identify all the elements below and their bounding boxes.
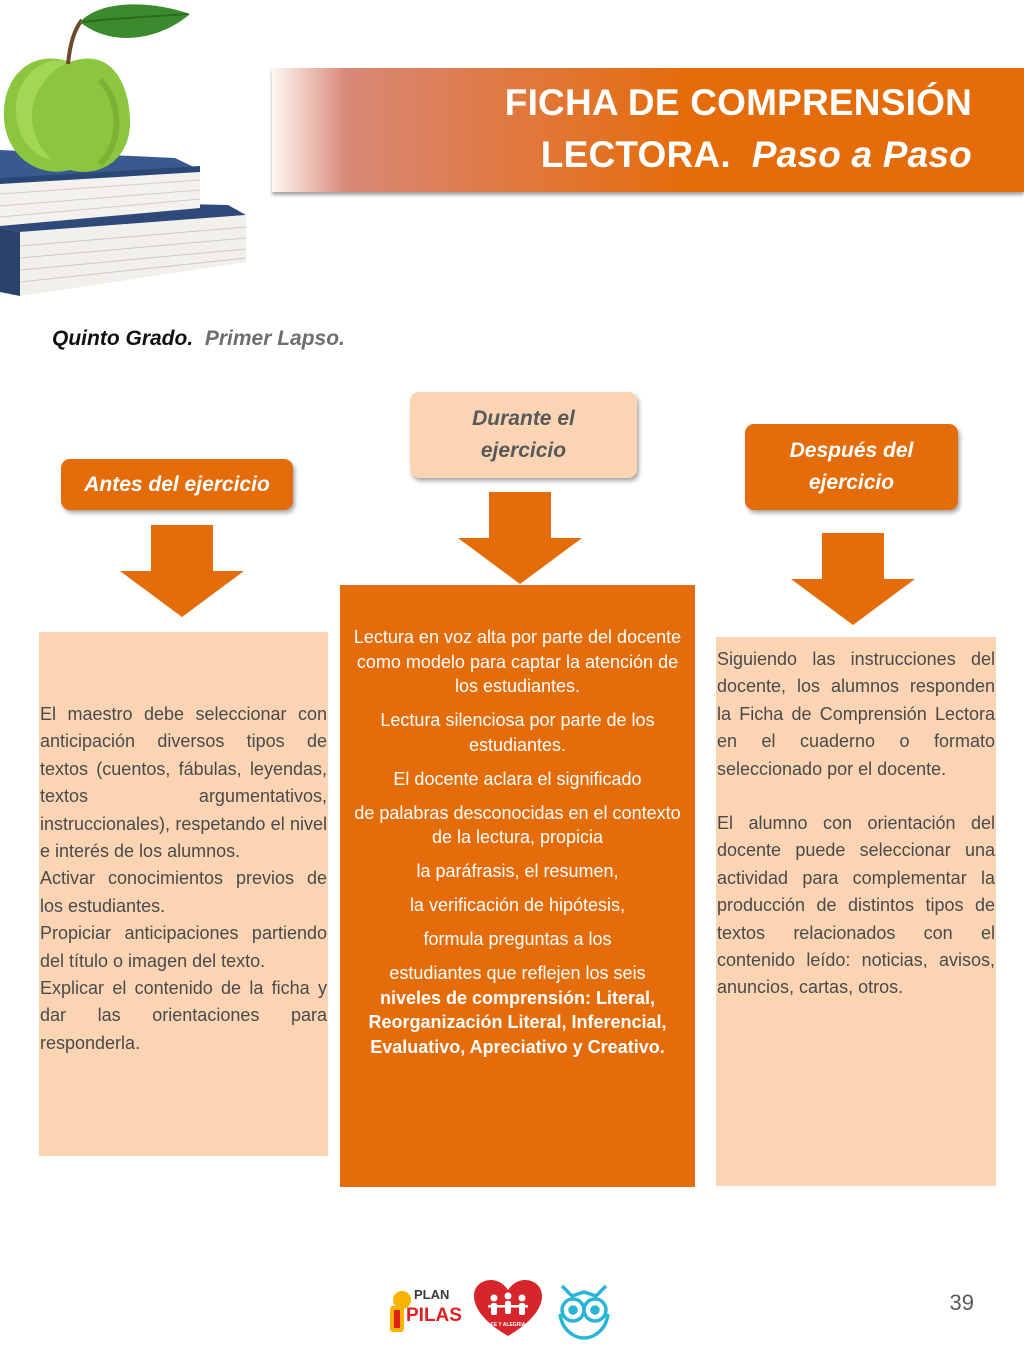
- logo-plan-text: PLAN: [414, 1287, 450, 1302]
- title-line-2: [541, 134, 972, 176]
- paragraph-spacer: [717, 783, 995, 810]
- grade-subtitle: [52, 327, 345, 351]
- phase-after-label: [745, 424, 958, 510]
- phase-during-text: Durante el ejercicio: [472, 407, 575, 462]
- during-comprehension-levels: niveles de comprensión: Literal, Reorganización Literal, Inferencial, Evaluativo, Apreciativo y Creativo.: [368, 987, 667, 1057]
- after-instructions-box: [716, 637, 996, 1186]
- before-paragraph-1: El maestro debe seleccionar con anticipación diversos tipos de textos (cuentos, fábulas, leyendas, textos argumentativos, instruccionales), respetando el nivel e interés de los alumnos.: [40, 704, 327, 862]
- during-instructions-box: [340, 585, 695, 1187]
- before-paragraph-4: Explicar el contenido de la ficha y dar las orientaciones para responderla.: [40, 978, 327, 1053]
- during-paragraph-7: formula preguntas a los: [423, 929, 612, 949]
- logo-pilas-text: PILAS: [406, 1305, 462, 1326]
- title-line-2-main: LECTORA.: [540, 134, 731, 175]
- footer-logos: [388, 1278, 620, 1340]
- down-arrow-icon: [791, 533, 915, 625]
- during-paragraph-3: El docente aclara el significado: [393, 768, 642, 789]
- phase-after-text: Después del ejercicio: [789, 439, 914, 494]
- logo-fya-text: FE Y ALEGRIA: [490, 1322, 526, 1328]
- before-instructions-box: [39, 632, 328, 1156]
- phase-before-label: Antes del ejercicio: [61, 459, 293, 510]
- after-paragraph-1: Siguiendo las instrucciones del docente, los alumnos responden la Ficha de Comprensión Lectora en el cuaderno o formato seleccionado por el docente.: [717, 649, 995, 779]
- apple-books-illustration: [0, 0, 260, 300]
- after-paragraph-2: El alumno con orientación del docente puede seleccionar una actividad para complementar la producción de distintos tipos de textos relacionados con el contenido leído: noticias, avisos, anuncios, cartas, otros.: [717, 813, 995, 998]
- lapse-label: Primer Lapso.: [204, 327, 345, 350]
- title-line-1: FICHA DE COMPRENSIÓN: [504, 82, 972, 123]
- phase-during-label: [410, 392, 637, 478]
- during-paragraph-2: Lectura silenciosa por parte de los estudiantes.: [380, 710, 655, 755]
- down-arrow-icon: [120, 525, 244, 617]
- during-paragraph-4: de palabras desconocidas en el contexto de la lectura, propicia: [354, 802, 681, 847]
- before-paragraph-2: Activar conocimientos previos de los estudiantes.: [40, 868, 327, 916]
- during-paragraph-1: Lectura en voz alta por parte del docente como modelo para captar la atención de los estudiantes.: [353, 627, 682, 696]
- page-number: 39: [949, 1290, 974, 1315]
- grade-label: Quinto Grado.: [52, 327, 194, 350]
- fe-y-alegria-logo: [474, 1280, 542, 1336]
- plan-pilas-logo: [390, 1287, 462, 1332]
- owl-logo: [560, 1286, 608, 1338]
- down-arrow-icon: [458, 492, 582, 584]
- title-banner: [272, 68, 1024, 192]
- title-line-2-italic: Paso a Paso: [751, 134, 972, 175]
- during-paragraph-5: la paráfrasis, el resumen,: [416, 861, 619, 881]
- during-paragraph-6: la verificación de hipótesis,: [409, 895, 626, 915]
- during-paragraph-8: estudiantes que reflejen los seis: [389, 963, 646, 983]
- before-paragraph-3: Propiciar anticipaciones partiendo del título o imagen del texto.: [40, 923, 327, 971]
